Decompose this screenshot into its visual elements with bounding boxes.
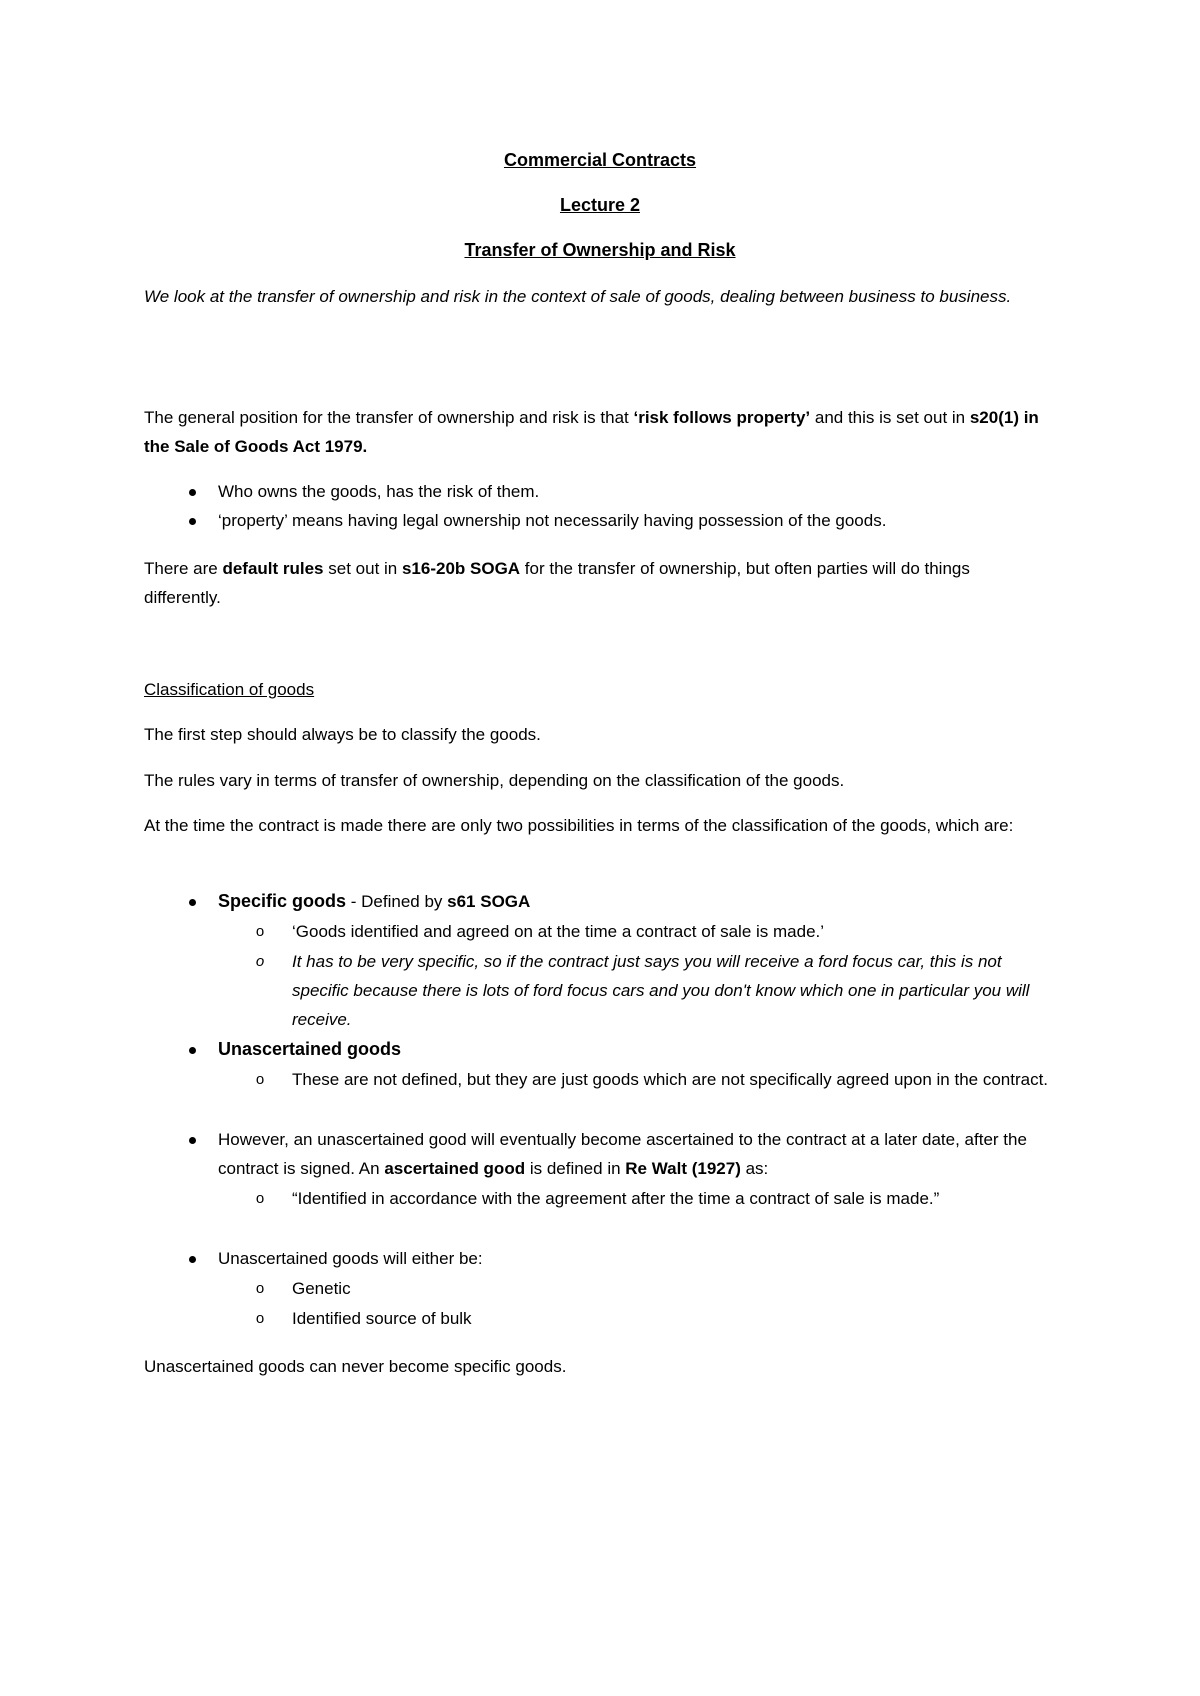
general-text-1: The general position for the transfer of ownership and risk is that bbox=[144, 408, 634, 427]
s20-reference: s20(1) in the Sale of Goods Act 1979. bbox=[144, 408, 1039, 456]
general-text-2: and this is set out in bbox=[810, 408, 970, 427]
specific-goods-mid: - Defined by bbox=[346, 892, 448, 911]
list-item: ‘property’ means having legal ownership not necessarily having possession of the goods. bbox=[218, 511, 887, 530]
sub-bullet-marker: o bbox=[255, 923, 265, 940]
specific-goods-item bbox=[218, 887, 1068, 916]
however-text-2: is defined in bbox=[525, 1159, 626, 1178]
specific-goods-definition: ‘Goods identified and agreed on at the time a contract of sale is made.’ bbox=[292, 922, 825, 941]
lecture-heading: Lecture 2 bbox=[559, 195, 641, 215]
risk-follows-property: ‘risk follows property’ bbox=[633, 408, 811, 427]
general-position-paragraph bbox=[144, 403, 1049, 461]
bullet-marker bbox=[186, 506, 198, 535]
sub-bullet-marker: o bbox=[255, 1310, 265, 1327]
bullet-marker bbox=[186, 1035, 198, 1064]
closing-paragraph: Unascertained goods can never become specific goods. bbox=[144, 1357, 567, 1376]
sub-bullet-marker: o bbox=[255, 953, 265, 970]
default-text-1: There are bbox=[144, 559, 223, 578]
however-text-1: However, an unascertained good will eventually become ascertained to the contract at a later date, after the contract is signed. An bbox=[218, 1130, 1027, 1178]
classification-heading: Classification of goods bbox=[144, 680, 315, 699]
subtitle-heading: Transfer of Ownership and Risk bbox=[464, 240, 736, 260]
s61-reference: s61 SOGA bbox=[447, 892, 531, 911]
ascertained-good-term: ascertained good bbox=[384, 1159, 526, 1178]
specific-goods-label: Specific goods bbox=[218, 891, 347, 911]
unascertained-goods-description: These are not defined, but they are just goods which are not specifically agreed upon in the contract. bbox=[292, 1070, 1049, 1089]
list-item: Genetic bbox=[292, 1279, 351, 1298]
list-item: Identified source of bulk bbox=[292, 1309, 472, 1328]
bullet-marker bbox=[186, 887, 198, 916]
default-text-2: set out in bbox=[323, 559, 402, 578]
document-title: Commercial Contracts bbox=[503, 150, 697, 170]
classification-paragraph-1: The first step should always be to classify the goods. bbox=[144, 725, 541, 744]
ascertained-paragraph bbox=[218, 1125, 1068, 1183]
specific-goods-example: It has to be very specific, so if the contract just says you will receive a ford focus car, this is not specific because there is lots of ford focus cars and you don't know which one in particular you will receive. bbox=[292, 952, 1030, 1029]
re-walt-quote: “Identified in accordance with the agreement after the time a contract of sale is made.” bbox=[292, 1189, 940, 1208]
classification-paragraph-3: At the time the contract is made there are only two possibilities in terms of the classification of the goods, which are: bbox=[144, 816, 1014, 835]
bullet-marker bbox=[186, 1244, 198, 1273]
default-rules-paragraph bbox=[144, 554, 1049, 612]
sub-bullet-marker: o bbox=[255, 1190, 265, 1207]
bullet-marker bbox=[186, 1125, 198, 1154]
list-item: Who owns the goods, has the risk of them. bbox=[218, 482, 540, 501]
however-text-3: as: bbox=[740, 1159, 769, 1178]
default-rules-term: default rules bbox=[222, 559, 324, 578]
either-be-text: Unascertained goods will either be: bbox=[218, 1249, 483, 1268]
s16-20b-reference: s16-20b SOGA bbox=[401, 559, 521, 578]
unascertained-goods-label: Unascertained goods bbox=[218, 1039, 402, 1059]
bullet-marker bbox=[186, 477, 198, 506]
re-walt-reference: Re Walt (1927) bbox=[625, 1159, 741, 1178]
classification-paragraph-2: The rules vary in terms of transfer of ownership, depending on the classification of the goods. bbox=[144, 771, 845, 790]
sub-bullet-marker: o bbox=[255, 1280, 265, 1297]
sub-bullet-marker: o bbox=[255, 1071, 265, 1088]
intro-paragraph: We look at the transfer of ownership and risk in the context of sale of goods, dealing between business to business. bbox=[144, 287, 1012, 306]
default-text-3: for the transfer of ownership, but often parties will do things differently. bbox=[144, 559, 970, 607]
